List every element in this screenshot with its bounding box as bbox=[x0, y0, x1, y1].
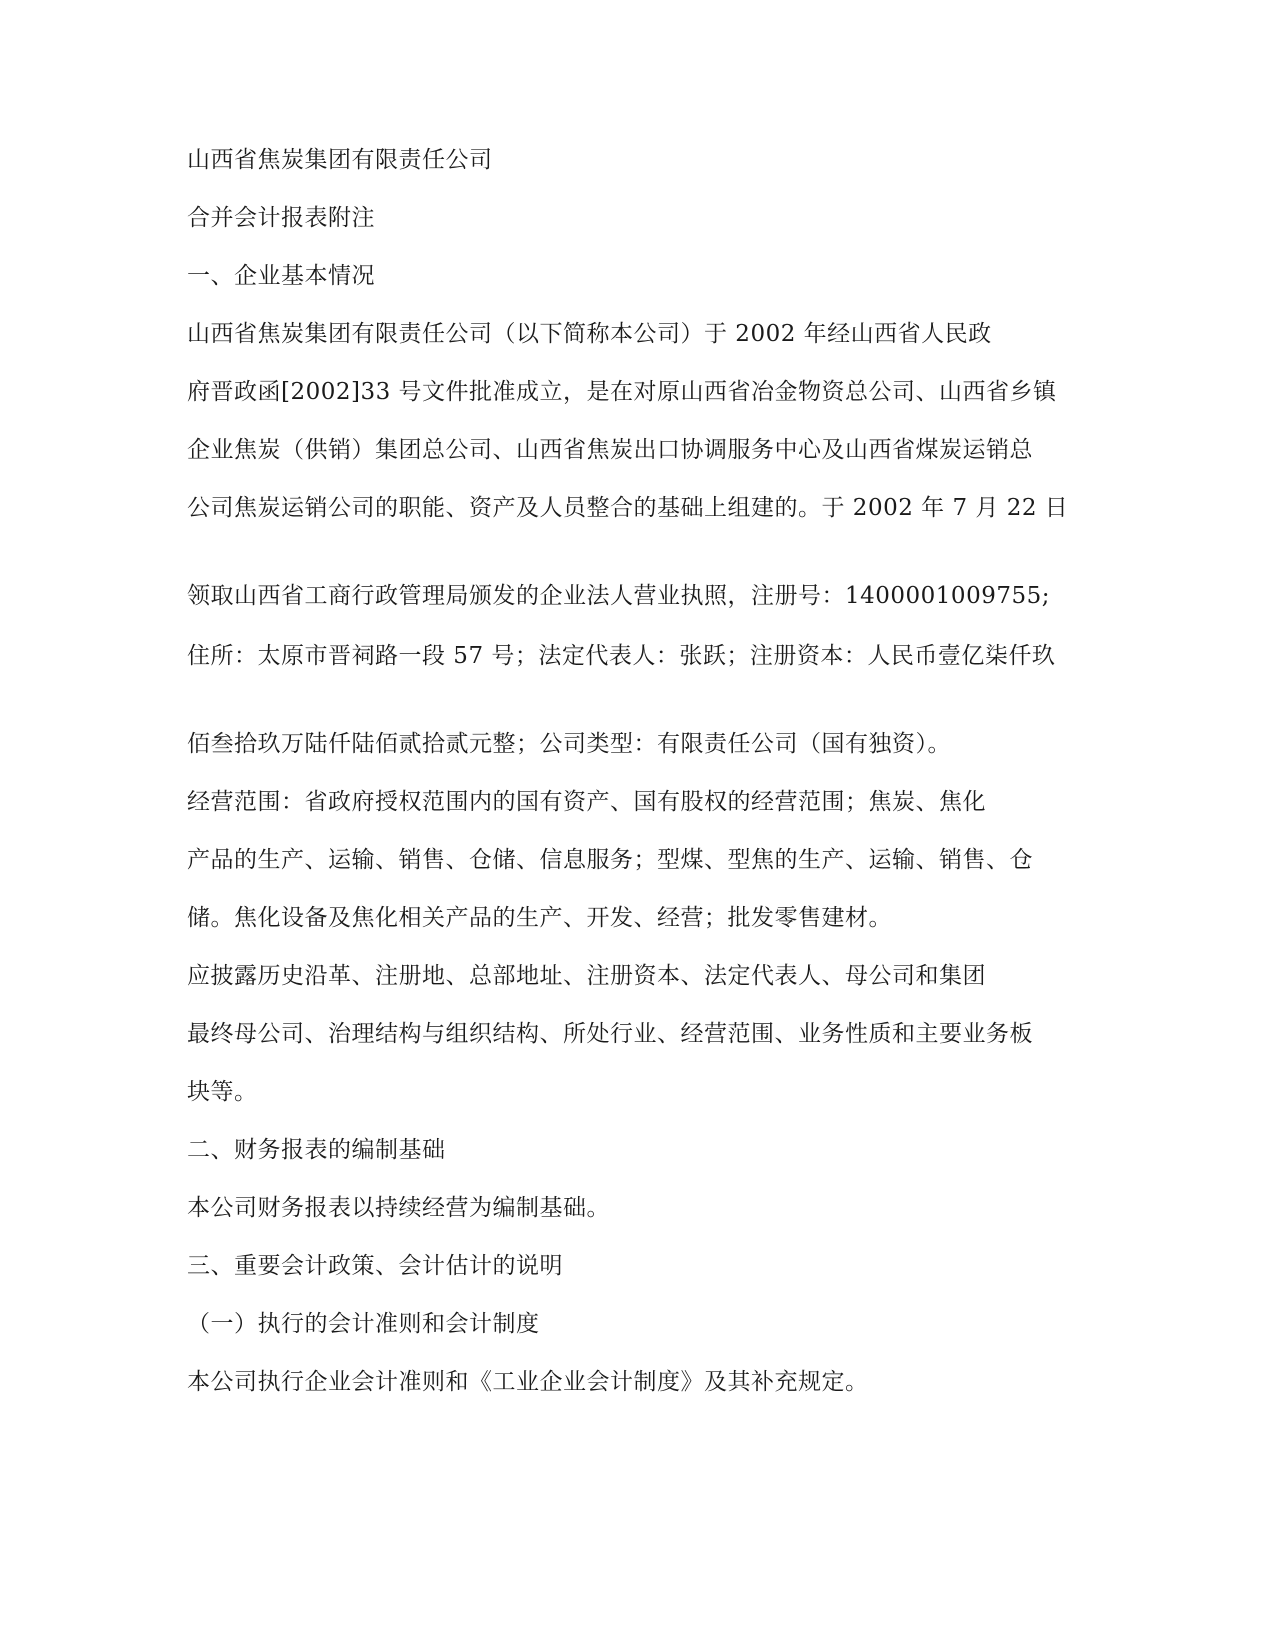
paragraph-line: 本公司执行企业会计准则和《工业企业会计制度》及其补充规定。 bbox=[187, 1369, 869, 1395]
paragraph-line: 府晋政函[2002]33 号文件批准成立，是在对原山西省冶金物资总公司、山西省乡镇 bbox=[187, 379, 1057, 405]
paragraph-line: 本公司财务报表以持续经营为编制基础。 bbox=[187, 1195, 610, 1221]
section-heading-3: 三、重要会计政策、会计估计的说明 bbox=[187, 1253, 563, 1279]
paragraph-line: 领取山西省工商行政管理局颁发的企业法人营业执照，注册号：1400001009755; bbox=[187, 583, 1050, 609]
paragraph-line: 块等。 bbox=[187, 1079, 258, 1105]
paragraph-line: 山西省焦炭集团有限责任公司（以下简称本公司）于 2002 年经山西省人民政 bbox=[187, 321, 992, 347]
paragraph-line: 住所：太原市晋祠路一段 57 号；法定代表人：张跃；注册资本：人民币壹亿柒仟玖 bbox=[187, 643, 1056, 669]
subsection-heading: （一）执行的会计准则和会计制度 bbox=[187, 1311, 540, 1337]
section-heading-2: 二、财务报表的编制基础 bbox=[187, 1137, 446, 1163]
paragraph-line: 公司焦炭运销公司的职能、资产及人员整合的基础上组建的。于 2002 年 7 月 22 日 bbox=[187, 495, 1069, 521]
document-title: 合并会计报表附注 bbox=[187, 205, 375, 231]
paragraph-line: 产品的生产、运输、销售、仓储、信息服务；型煤、型焦的生产、运输、销售、仓 bbox=[187, 847, 1033, 873]
paragraph-line: 经营范围：省政府授权范围内的国有资产、国有股权的经营范围；焦炭、焦化 bbox=[187, 789, 986, 815]
paragraph-line: 最终母公司、治理结构与组织结构、所处行业、经营范围、业务性质和主要业务板 bbox=[187, 1021, 1033, 1047]
paragraph-line: 企业焦炭（供销）集团总公司、山西省焦炭出口协调服务中心及山西省煤炭运销总 bbox=[187, 437, 1033, 463]
section-heading-1: 一、企业基本情况 bbox=[187, 263, 375, 289]
paragraph-line: 佰叁拾玖万陆仟陆佰贰拾贰元整；公司类型：有限责任公司（国有独资）。 bbox=[187, 731, 951, 757]
paragraph-line: 储。焦化设备及焦化相关产品的生产、开发、经营；批发零售建材。 bbox=[187, 905, 892, 931]
paragraph-line: 应披露历史沿革、注册地、总部地址、注册资本、法定代表人、母公司和集团 bbox=[187, 963, 986, 989]
company-title: 山西省焦炭集团有限责任公司 bbox=[187, 147, 493, 173]
